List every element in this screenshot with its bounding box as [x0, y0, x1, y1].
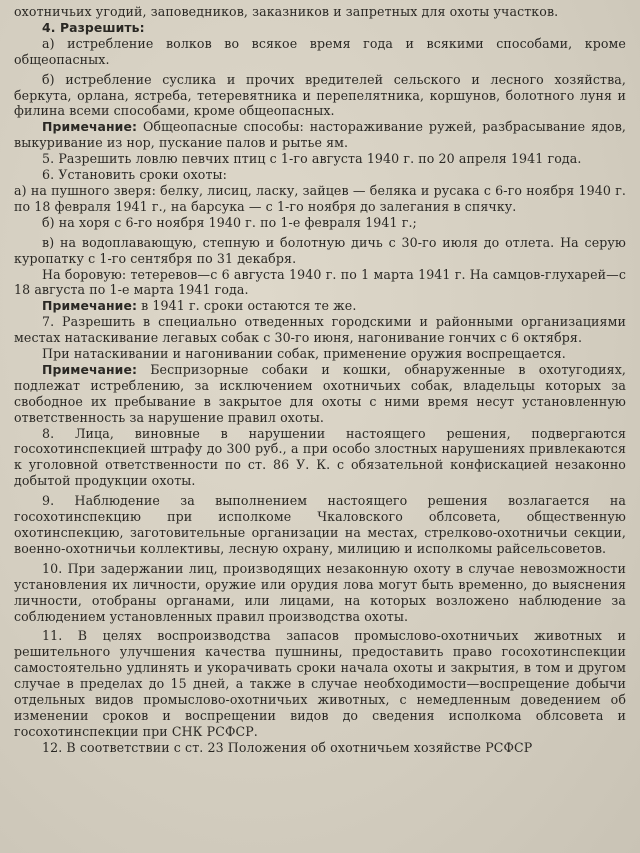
note-2-text: в 1941 г. сроки остаются те же. [137, 298, 357, 314]
section-6: 6. Установить сроки охоты: [42, 167, 228, 183]
section-7b: При натаскивании и нагонивании собак, применение оружия воспрещается. [42, 346, 566, 362]
section-4b: б) истребление суслика и прочих вредителей сельского и лесного хозяйства, беркута, орлана, ястреба, тетеревятника и перепелятника, коршунов, болотного луня и филина всеми способами, кроме общеопасных. [14, 71, 626, 119]
section-6a: а) на пушного зверя: белку, лисиц, ласку, зайцев — беляка и русака с 6-го ноября 1940 г. по 18 февраля 1941 г., на барсука — с 1-го ноября до залегания в спячку. [14, 182, 626, 214]
section-6b: б) на хоря с 6-го ноября 1940 г. по 1-е февраля 1941 г.; [42, 214, 417, 230]
note-2 [14, 298, 626, 314]
section-6c: в) на водоплавающую, степную и болотную дичь с 30-го июля до отлета. На серую куропатку с 1-го сентября по 31 декабря. [14, 234, 626, 266]
section-11: 11. В целях воспроизводства запасов промыслово-охотничьих животных и решительного улучшения качества пушнины, предоставить право госохотинспекции самостоятельно удлинять и укорачивать сроки начала охоты и закрытия, в том и другом случае в пределах до 15 дней, а также в случае необходимости—воспрещение добычи отдельных видов промыслово-охотничьих животных, с немедленным доведением об изменении сроков и воспрещении видов до сведения исполкома облсовета и госохотинспекции при СНК РСФСР. [14, 628, 626, 739]
note-3 [14, 362, 626, 426]
section-12: 12. В соответствии с ст. 23 Положения об охотничьем хозяйстве РСФСР [42, 739, 533, 755]
note-2-label: Примечание: [42, 298, 138, 314]
section-5: 5. Разрешить ловлю певчих птиц с 1-го августа 1940 г. по 20 апреля 1941 года. [42, 151, 582, 167]
section-6d: На боровую: тетеревов—с 6 августа 1940 г. по 1 марта 1941 г. На самцов-глухарей—с 18 августа по 1-е марта 1941 года. [14, 266, 626, 298]
section-10: 10. При задержании лиц, производящих незаконную охоту в случае невозможности установления их личности, оружие или орудия лова могут быть временно, до выяснения личности, отобраны органами, или лицами, на которых возложено наблюдение за соблюдением установленных правил производства охоты. [14, 560, 626, 624]
section-8: 8. Лица, виновные в нарушении настоящего решения, подвергаются госохотинспекцией штрафу до 300 руб., а при особо злостных нарушениях привлекаются к уголовной ответственности по ст. 86 У. К. с обязательной конфискацией незаконно добытой продукции охоты. [14, 425, 626, 489]
document-text [14, 4, 626, 756]
note-3-label: Примечание: [42, 361, 138, 377]
note-3-text: Беспризорные собаки и кошки, обнаруженные в охотугодиях, подлежат истреблению, за исключением охотничьих собак, владельцы которых за свободное их пребывание в закрытое для охоты с ними время несут установленную ответственность за нарушение правил охоты. [14, 361, 626, 425]
note-1 [14, 119, 626, 151]
section-7: 7. Разрешить в специально отведенных городскими и районными организациями местах натаскивание легавых собак с 30-го июня, нагонивание гончих с 6 октября. [14, 314, 626, 346]
section-4-heading: 4. Разрешить: [42, 19, 145, 35]
note-1-label: Примечание: [42, 119, 138, 135]
paragraph-continuation: охотничьих угодий, заповедников, заказников и запретных для охоты участков. [14, 4, 559, 19]
section-9: 9. Наблюдение за выполнением настоящего решения возлагается на госохотинспекцию при исполкоме Чкаловского облсовета, общественную охотинспекцию, заготовительные организации на местах, стрелково-охотничьи секции, военно-охотничьи коллективы, лесную охрану, милицию и исполкомы райсельсоветов. [14, 493, 626, 556]
note-1-text: Общеопасные способы: настораживание ружей, разбрасывание ядов, выкуривание из нор, пускание палов и рытье ям. [14, 119, 626, 151]
section-4a: а) истребление волков во всякое время года и всякими способами, кроме общеопасных. [14, 35, 626, 67]
